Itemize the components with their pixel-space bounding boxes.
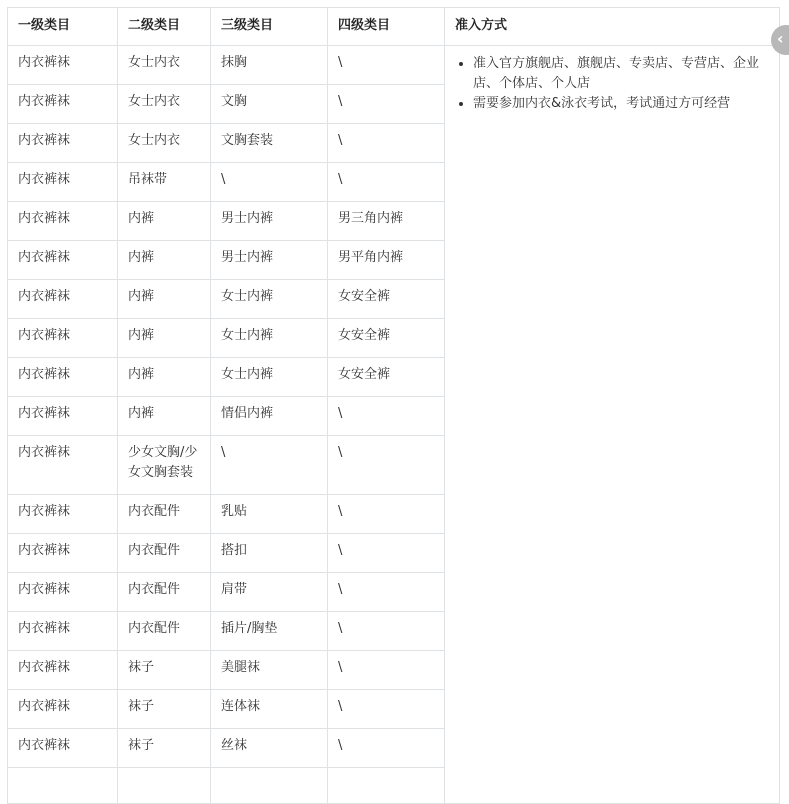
header-level1: 一级类目 (8, 8, 118, 46)
header-access: 准入方式 (445, 8, 780, 46)
table-cell-level3: 丝袜 (211, 729, 328, 768)
table-cell-level2: 内裤 (118, 202, 211, 241)
table-cell-level3: \ (211, 163, 328, 202)
table-cell-level3: 女士内裤 (211, 358, 328, 397)
table-cell-level3: 美腿袜 (211, 651, 328, 690)
table-cell-level3: 男士内裤 (211, 241, 328, 280)
table-cell-level1: 内衣裤袜 (8, 436, 118, 495)
table-cell-level3: 男士内裤 (211, 202, 328, 241)
table-cell-level4: \ (328, 651, 445, 690)
table-cell-level4: \ (328, 690, 445, 729)
table-cell-level4: 男平角内裤 (328, 241, 445, 280)
table-cell-level4: \ (328, 573, 445, 612)
table-cell-level1: 内衣裤袜 (8, 534, 118, 573)
table-cell-level3: 抹胸 (211, 46, 328, 85)
access-notes-cell (445, 46, 780, 804)
table-cell-level3: 文胸 (211, 85, 328, 124)
table-cell-level4: \ (328, 46, 445, 85)
table-cell-level1: 内衣裤袜 (8, 46, 118, 85)
header-level3: 三级类目 (211, 8, 328, 46)
table-cell-level4: \ (328, 397, 445, 436)
table-cell-level1: 内衣裤袜 (8, 729, 118, 768)
table-cell-level4: \ (328, 729, 445, 768)
table-cell-level2: 袜子 (118, 651, 211, 690)
table-cell-level4: \ (328, 495, 445, 534)
table-cell-level1: 内衣裤袜 (8, 202, 118, 241)
table-cell-level2: 内裤 (118, 280, 211, 319)
table-cell-level1: 内衣裤袜 (8, 124, 118, 163)
table-cell-level1: 内衣裤袜 (8, 612, 118, 651)
table-cell-level4: \ (328, 612, 445, 651)
table-cell-level4: \ (328, 534, 445, 573)
chevron-left-icon: ‹ (777, 29, 784, 48)
table-header-row (8, 8, 780, 46)
table-cell-level3: \ (211, 436, 328, 495)
table-cell-level1: 内衣裤袜 (8, 241, 118, 280)
table-cell-level1: 内衣裤袜 (8, 690, 118, 729)
table-cell-level3: 搭扣 (211, 534, 328, 573)
table-cell-level4: \ (328, 85, 445, 124)
table-cell-level3: 文胸套装 (211, 124, 328, 163)
table-cell-level2: 内衣配件 (118, 573, 211, 612)
category-table-container (7, 7, 780, 804)
table-cell-level3: 乳贴 (211, 495, 328, 534)
table-cell-level1: 内衣裤袜 (8, 163, 118, 202)
table-cell-level4: 男三角内裤 (328, 202, 445, 241)
table-cell-level3: 连体袜 (211, 690, 328, 729)
table-cell-level3 (211, 768, 328, 804)
table-cell-level2: 女士内衣 (118, 85, 211, 124)
table-cell-level2: 女士内衣 (118, 124, 211, 163)
table-cell-level4: 女安全裤 (328, 280, 445, 319)
table-cell-level2: 袜子 (118, 729, 211, 768)
table-cell-level3: 肩带 (211, 573, 328, 612)
table-cell-level1: 内衣裤袜 (8, 280, 118, 319)
table-cell-level1: 内衣裤袜 (8, 319, 118, 358)
table-cell-level3: 女士内裤 (211, 319, 328, 358)
table-cell-level1: 内衣裤袜 (8, 573, 118, 612)
table-cell-level4: \ (328, 436, 445, 495)
table-cell-level1: 内衣裤袜 (8, 397, 118, 436)
table-cell-level1: 内衣裤袜 (8, 358, 118, 397)
header-level2: 二级类目 (118, 8, 211, 46)
table-cell-level1: 内衣裤袜 (8, 85, 118, 124)
access-note-item: • 准入官方旗舰店、旗舰店、专卖店、专营店、企业店、个体店、个人店 (473, 54, 769, 94)
table-cell-level2 (118, 768, 211, 804)
table-cell-level4: \ (328, 124, 445, 163)
table-cell-level2: 内衣配件 (118, 495, 211, 534)
table-cell-level4: 女安全裤 (328, 319, 445, 358)
table-cell-level2: 内裤 (118, 319, 211, 358)
table-cell-level3: 女士内裤 (211, 280, 328, 319)
table-cell-level3: 插片/胸垫 (211, 612, 328, 651)
table-cell-level2: 内衣配件 (118, 612, 211, 651)
access-note-item: • 需要参加内衣&泳衣考试，考试通过方可经营 (473, 94, 769, 114)
access-notes-list (455, 54, 769, 114)
table-cell-level1: 内衣裤袜 (8, 651, 118, 690)
table-cell-level1 (8, 768, 118, 804)
table-cell-level2: 内裤 (118, 241, 211, 280)
table-cell-level2: 内裤 (118, 397, 211, 436)
table-cell-level4 (328, 768, 445, 804)
table-cell-level2: 袜子 (118, 690, 211, 729)
table-cell-level1: 内衣裤袜 (8, 495, 118, 534)
table-cell-level2: 内衣配件 (118, 534, 211, 573)
table-cell-level4: 女安全裤 (328, 358, 445, 397)
table-row (8, 46, 780, 85)
table-cell-level2: 少女文胸/少女文胸套装 (118, 436, 211, 495)
table-cell-level2: 吊袜带 (118, 163, 211, 202)
table-cell-level3: 情侣内裤 (211, 397, 328, 436)
header-level4: 四级类目 (328, 8, 445, 46)
category-table (7, 7, 780, 804)
table-cell-level2: 内裤 (118, 358, 211, 397)
table-cell-level4: \ (328, 163, 445, 202)
table-body (8, 46, 780, 804)
table-cell-level2: 女士内衣 (118, 46, 211, 85)
